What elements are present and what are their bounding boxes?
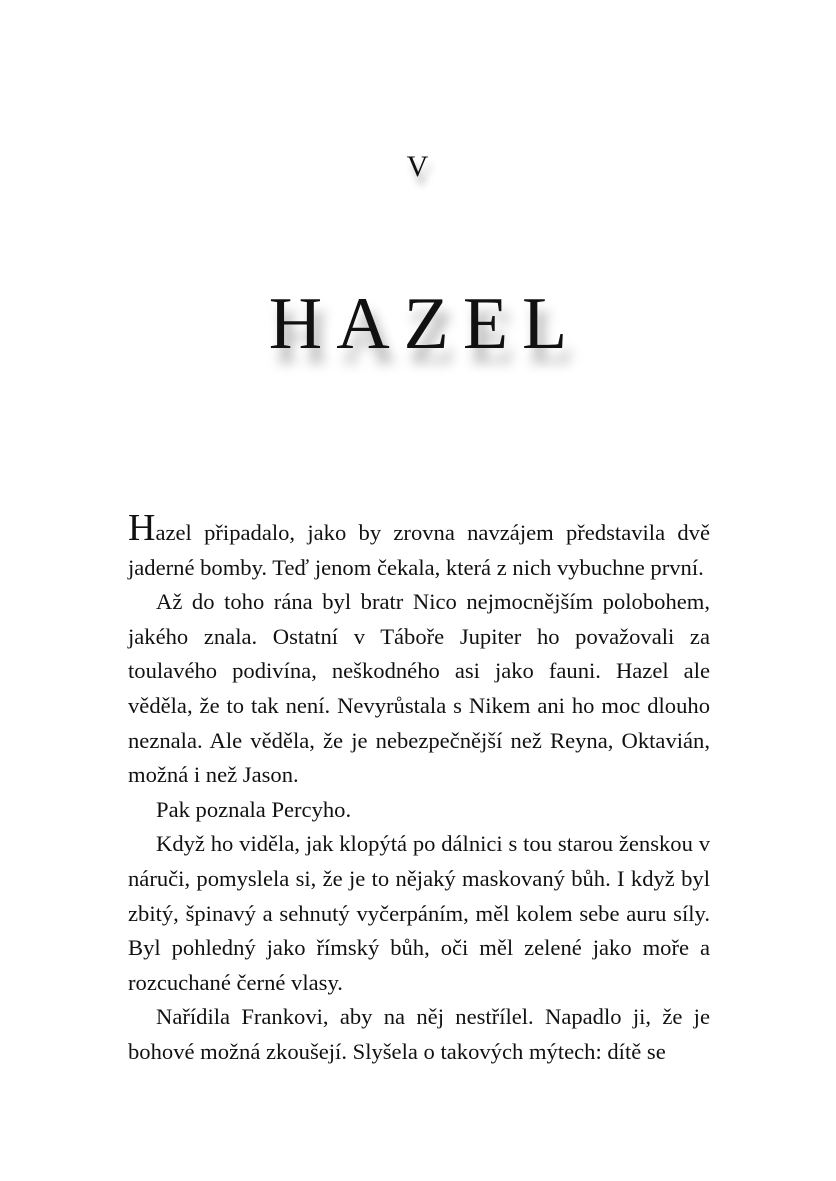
paragraph-4: Když ho viděla, jak klopýtá po dálnici s tou starou ženskou v náruči, pomyslela si, že je to nějaký maskovaný bůh. I když byl zbitý, špinavý a sehnutý vyčerpáním, měl kolem sebe auru síly. Byl pohledný jako římský bůh, oči měl zelené jako moře a rozcuchané černé vlasy. [128,831,710,995]
chapter-title: HAZEL [268,283,582,365]
chapter-number: V [406,150,430,183]
paragraph-1 [128,507,710,585]
paragraph-1-text: azel připadalo, jako by zrovna navzájem představila dvě jaderné bomby. Teď jenom čekala, která z nich vybuchne první. [128,520,710,580]
paragraph-5: Nařídila Frankovi, aby na něj nestřílel. Napadlo ji, že je bohové možná zkoušejí. Slyšela o takových mýtech: dítě se [128,1004,710,1064]
paragraph-2: Až do toho rána byl bratr Nico nejmocnějším polobohem, jakého znala. Ostatní v Táboře Jupiter ho považovali za toulavého podivína, neškodného asi jako fauni. Hazel ale věděla, že to tak není. Nevyrůstala s Nikem ani ho moc dlouho neznala. Ale věděla, že je nebezpečnější než Reyna, Oktavián, možná i než Jason. [128,589,710,788]
chapter-body [128,507,710,1070]
drop-cap-initial: H [128,507,156,549]
paragraph-3: Pak poznala Percyho. [156,796,352,822]
